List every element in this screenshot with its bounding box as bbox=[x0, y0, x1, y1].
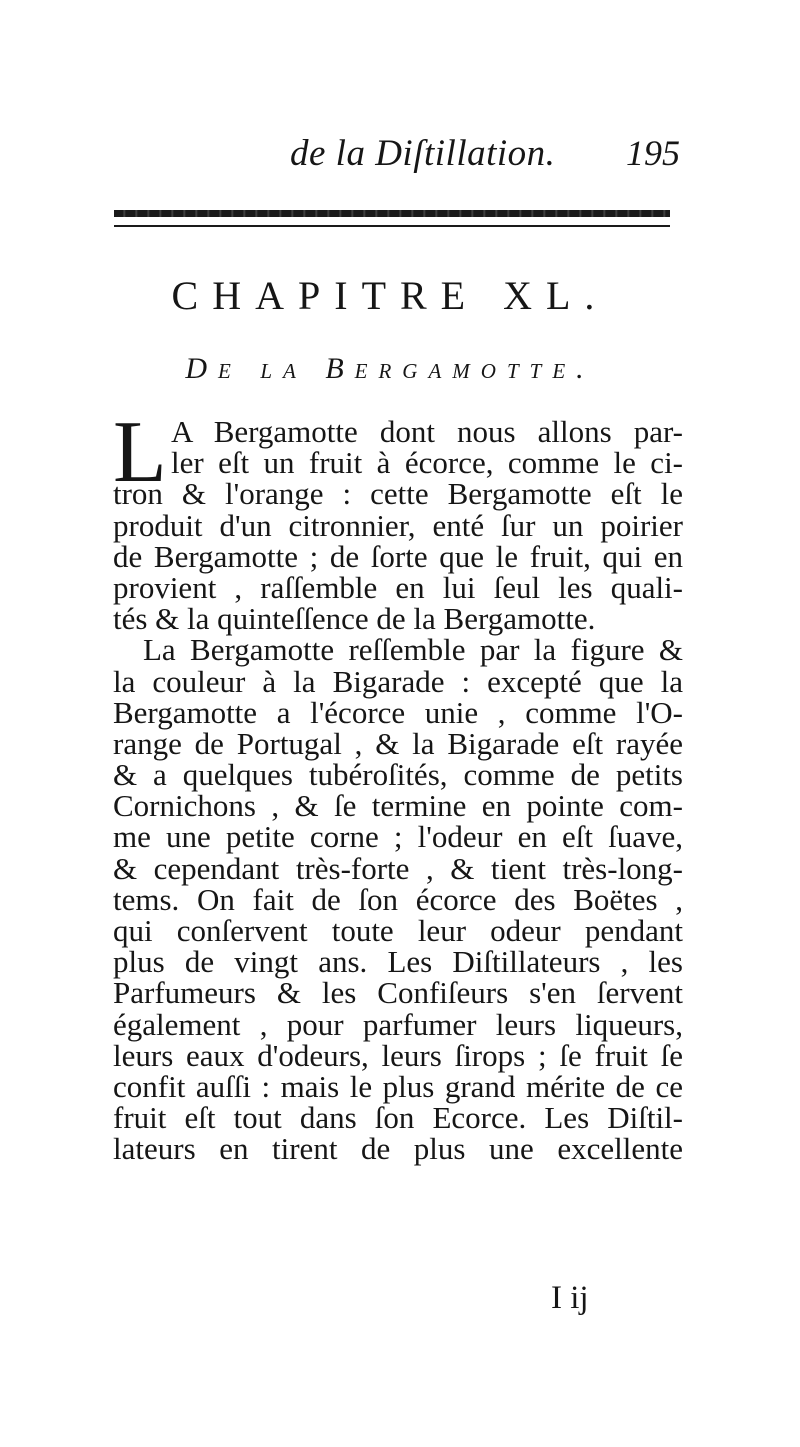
chapter-title: CHAPITRE XL. bbox=[171, 273, 609, 318]
text-line: tron & l'orange : cette Bergamotte eſt le bbox=[113, 476, 683, 512]
text-line: & cependant très-forte , & tient très-long- bbox=[113, 850, 683, 886]
text-line: fruit eſt tout dans ſon Ecorce. Les Diſtil- bbox=[113, 1100, 683, 1136]
text-line: Cornichons , & ſe termine en pointe com- bbox=[113, 788, 683, 824]
text-line: provient , raſſemble en lui ſeul les quali- bbox=[113, 569, 683, 605]
text-line: ler eſt un fruit à écorce, comme le ci- bbox=[171, 445, 683, 481]
running-head bbox=[110, 128, 680, 178]
text-line: également , pour parfumer leurs liqueurs, bbox=[113, 1006, 683, 1042]
text-line: lateurs en tirent de plus une excellente bbox=[113, 1131, 683, 1167]
text-line: qui conſervent toute leur odeur pendant bbox=[113, 913, 683, 948]
text-line: La Bergamotte reſſemble par la figure & bbox=[143, 632, 683, 668]
ornamental-rule-thin bbox=[114, 225, 670, 227]
text-line: me une petite corne ; l'odeur en eſt ſuave, bbox=[113, 819, 683, 855]
text-line: tems. On fait de ſon écorce des Boëtes , bbox=[113, 881, 683, 917]
text-line: Bergamotte a l'écorce unie , comme l'O- bbox=[113, 694, 683, 730]
text-line: range de Portugal , & la Bigarade eſt rayée bbox=[113, 725, 683, 761]
text-line: Parfumeurs & les Confiſeurs s'en ſervent bbox=[113, 975, 683, 1011]
running-title: de la Diſtillation. bbox=[290, 133, 556, 174]
section-title: De la Bergamotte. bbox=[185, 352, 595, 385]
text-line: de Bergamotte ; de ſorte que le fruit, qui en bbox=[113, 538, 683, 574]
body-text bbox=[113, 404, 683, 1167]
text-line: A Bergamotte dont nous allons par- bbox=[171, 414, 683, 449]
text-line: plus de vingt ans. Les Diſtillateurs , les bbox=[113, 944, 683, 980]
page-number: 195 bbox=[626, 133, 680, 173]
ornamental-rule-thick bbox=[114, 210, 670, 217]
text-line: la couleur à la Bigarade : excepté que la bbox=[113, 663, 683, 699]
text-line: produit d'un citronnier, enté ſur un poirier bbox=[113, 507, 683, 543]
text-line: confit auſſi : mais le plus grand mérite de ce bbox=[113, 1068, 683, 1104]
text-line: leurs eaux d'odeurs, leurs ſirops ; ſe fruit ſe bbox=[113, 1037, 683, 1073]
text-line: & a quelques tubéroſités, comme de petits bbox=[113, 757, 683, 793]
signature-mark: I ij bbox=[551, 1280, 589, 1316]
text-line: tés & la quinteſſence de la Bergamotte. bbox=[113, 601, 596, 637]
drop-cap: L bbox=[113, 404, 167, 501]
